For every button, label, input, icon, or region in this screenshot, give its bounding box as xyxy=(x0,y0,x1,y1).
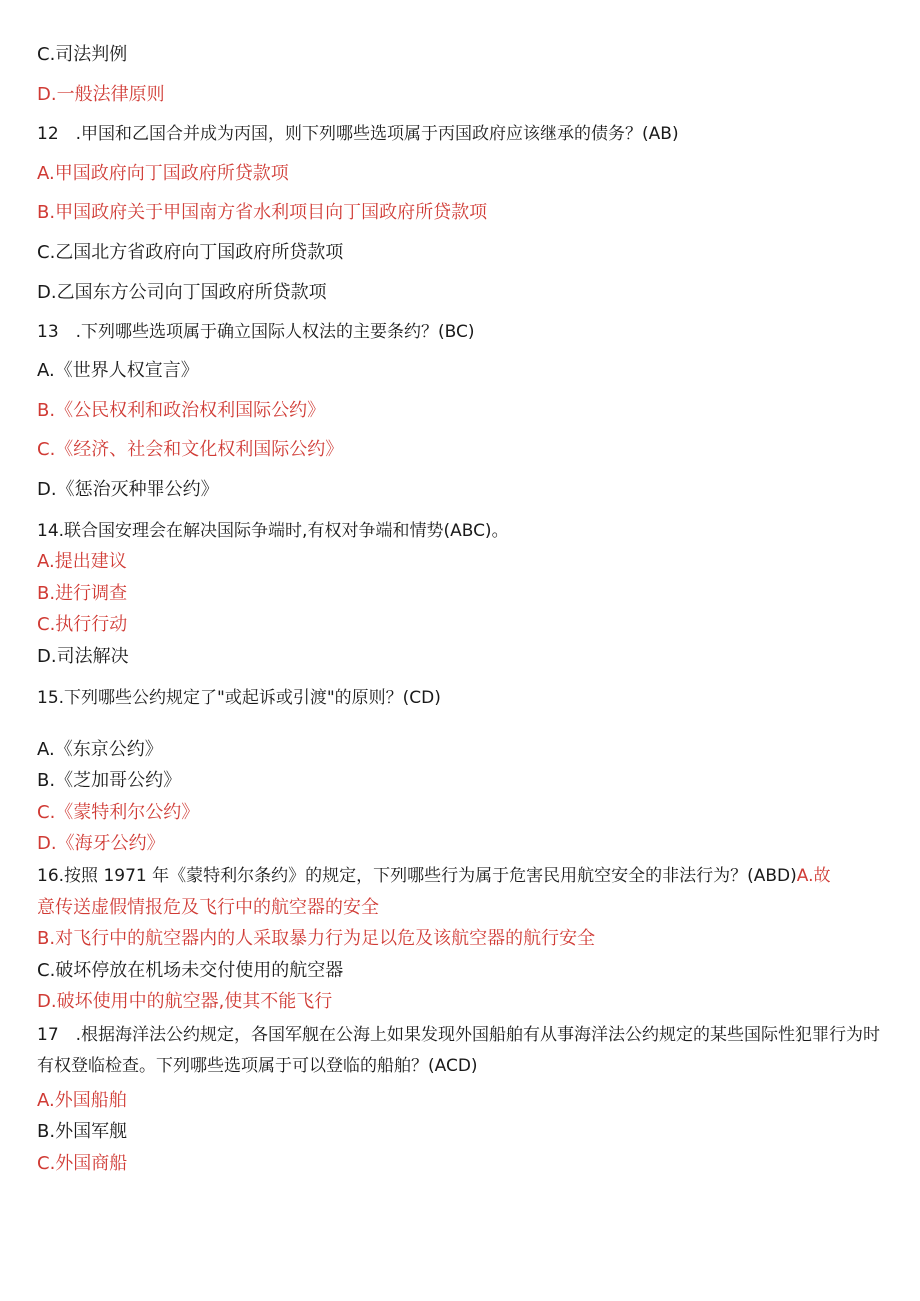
q13-option-c: C.《经济、社会和文化权利国际公约》 xyxy=(37,439,344,460)
q17-option-a: A.外国船舶 xyxy=(37,1090,127,1111)
q16-option-c: C.破坏停放在机场未交付使用的航空器 xyxy=(37,960,344,981)
q11-option-d: D.一般法律原则 xyxy=(37,84,165,105)
q15-option-a: A.《东京公约》 xyxy=(37,739,163,760)
q13-question: 13 .下列哪些选项属于确立国际人权法的主要条约？(BC) xyxy=(37,322,475,342)
q14-question: 14.联合国安理会在解决国际争端时,有权对争端和情势(ABC)。 xyxy=(37,521,509,541)
q15-option-c: C.《蒙特利尔公约》 xyxy=(37,802,200,823)
q16-option-a-start: A.故 xyxy=(796,866,831,886)
q13-option-d: D.《惩治灭种罪公约》 xyxy=(37,479,219,500)
q12-option-c: C.乙国北方省政府向丁国政府所贷款项 xyxy=(37,242,344,263)
q17-option-b: B.外国军舰 xyxy=(37,1121,128,1142)
q14-option-a: A.提出建议 xyxy=(37,551,127,572)
q12-option-a: A.甲国政府向丁国政府所贷款项 xyxy=(37,163,289,184)
q16-question-line xyxy=(37,864,831,888)
q15-option-d: D.《海牙公约》 xyxy=(37,833,165,854)
q15-option-b: B.《芝加哥公约》 xyxy=(37,770,182,791)
q16-question: 16.按照 1971 年《蒙特利尔条约》的规定，下列哪些行为属于危害民用航空安全的非法行为？(ABD) xyxy=(37,866,797,886)
q17-option-c: C.外国商船 xyxy=(37,1153,128,1174)
q12-option-b: B.甲国政府关于甲国南方省水利项目向丁国政府所贷款项 xyxy=(37,202,488,223)
q12-question: 12 .甲国和乙国合并成为丙国，则下列哪些选项属于丙国政府应该继承的债务？(AB) xyxy=(37,124,679,144)
q16-option-b: B.对飞行中的航空器内的人采取暴力行为足以危及该航空器的航行安全 xyxy=(37,928,596,949)
q13-option-a: A.《世界人权宣言》 xyxy=(37,360,199,381)
q11-option-c: C.司法判例 xyxy=(37,44,128,65)
q17-question: 17 .根据海洋法公约规定，各国军舰在公海上如果发现外国船舶有从事海洋法公约规定的某些国际性犯罪行为时有权登临检查。下列哪些选项属于可以登临的船舶？(ACD) xyxy=(37,1025,881,1076)
q16-option-d: D.破坏使用中的航空器,使其不能飞行 xyxy=(37,991,333,1012)
q15-question: 15.下列哪些公约规定了"或起诉或引渡"的原则？(CD) xyxy=(37,688,441,708)
q14-option-c: C.执行行动 xyxy=(37,614,128,635)
q12-option-d: D.乙国东方公司向丁国政府所贷款项 xyxy=(37,282,327,303)
q14-option-b: B.进行调查 xyxy=(37,583,128,604)
q13-option-b: B.《公民权利和政治权利国际公约》 xyxy=(37,400,326,421)
q16-option-a-continued: 意传送虚假情报危及飞行中的航空器的安全 xyxy=(37,897,379,918)
q14-option-d: D.司法解决 xyxy=(37,646,129,667)
